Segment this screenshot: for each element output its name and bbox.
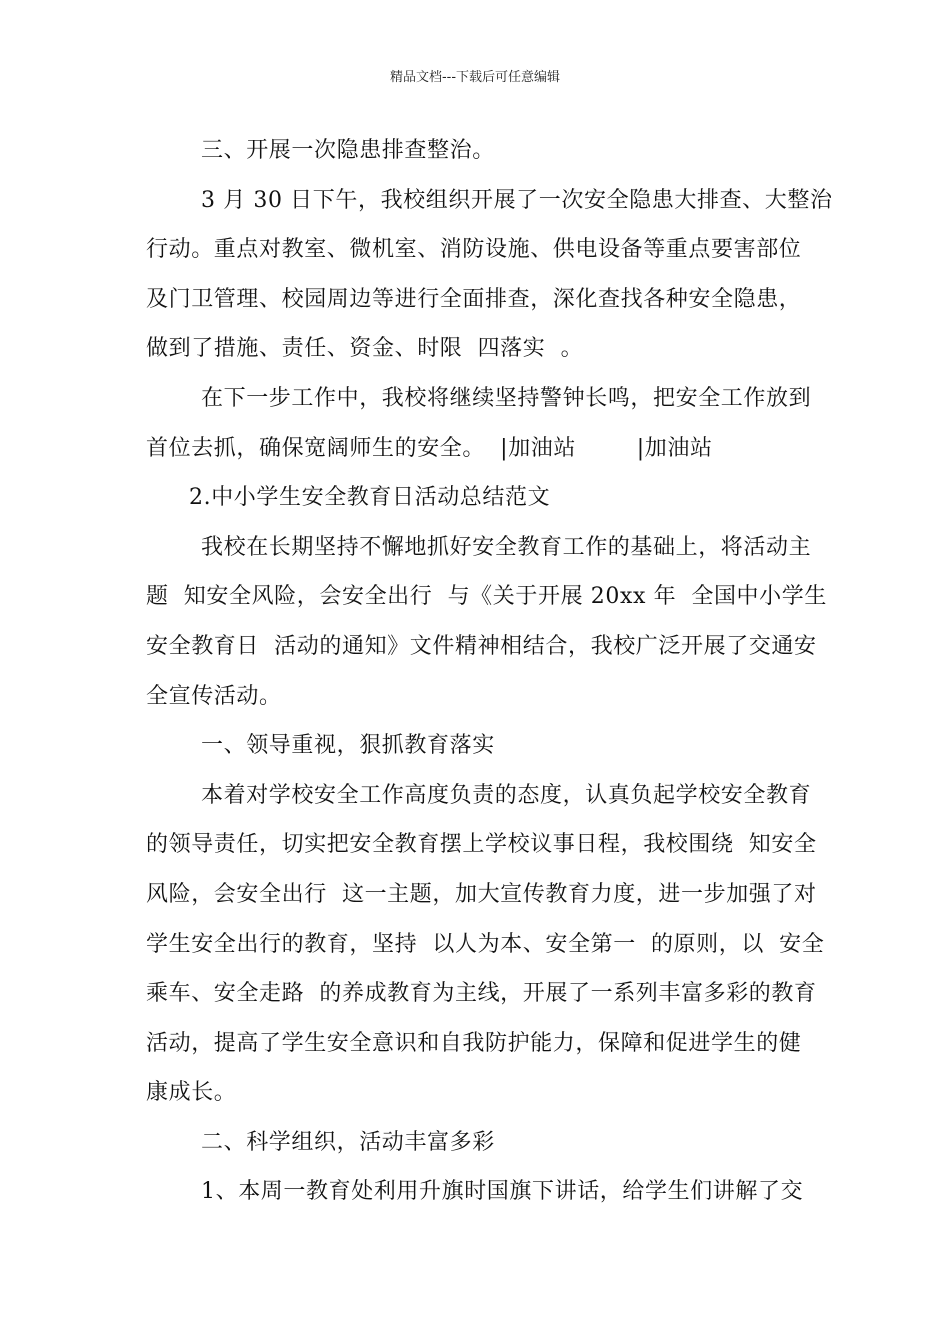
paragraph-line: 题 知安全风险，会安全出行 与《关于开展 20xx 年 全国中小学生 [146,584,827,610]
paragraph-line: 3 月 30 日下午，我校组织开展了一次安全隐患大排查、大整治 [201,187,833,213]
section-heading: 一、领导重视，狠抓教育落实 [201,733,495,759]
paragraph-line: 做到了措施、责任、资金、时限 四落实 。 [146,336,584,362]
paragraph-line: 本着对学校安全工作高度负责的态度，认真负起学校安全教育 [201,782,812,808]
paragraph-line: 1、本周一教育处利用升旗时国旗下讲话，给学生们讲解了交 [201,1179,804,1205]
paragraph-line: 学生安全出行的教育，坚持 以人为本、安全第一 的原则，以 安全 [146,931,825,957]
paragraph-line: 全宣传活动。 [146,683,282,709]
page-header: 精品文档---下载后可任意编辑 [389,70,561,85]
paragraph-line: 康成长。 [146,1080,237,1106]
paragraph-line: 的领导责任，切实把安全教育摆上学校议事日程，我校围绕 知安全 [146,832,817,858]
paragraph-line: 安全教育日 活动的通知》文件精神相结合，我校广泛开展了交通安 [146,633,817,659]
paragraph-line: 首位去抓，确保宽阔师生的安全。 |加油站 |加油站 [146,435,713,461]
paragraph-line: 在下一步工作中，我校将继续坚持警钟长鸣，把安全工作放到 [201,385,812,411]
section-heading: 二、科学组织，活动丰富多彩 [201,1129,495,1155]
article-title: 2.中小学生安全教育日活动总结范文 [189,485,551,511]
paragraph-line: 行动。重点对教室、微机室、消防设施、供电设备等重点要害部位 [146,237,802,263]
document-body [146,126,833,1217]
paragraph-line: 我校在长期坚持不懈地抓好安全教育工作的基础上，将活动主 [201,534,812,560]
section-heading: 三、开展一次隐患排查整治。 [201,138,495,163]
paragraph-line: 及门卫管理、校园周边等进行全面排查，深化查找各种安全隐患， [146,286,802,312]
paragraph-line: 活动，提高了学生安全意识和自我防护能力，保障和促进学生的健 [146,1030,802,1056]
paragraph-line: 乘车、安全走路 的养成教育为主线，开展了一系列丰富多彩的教育 [146,981,817,1007]
paragraph-line: 风险，会安全出行 这一主题，加大宣传教育力度，进一步加强了对 [146,881,817,907]
